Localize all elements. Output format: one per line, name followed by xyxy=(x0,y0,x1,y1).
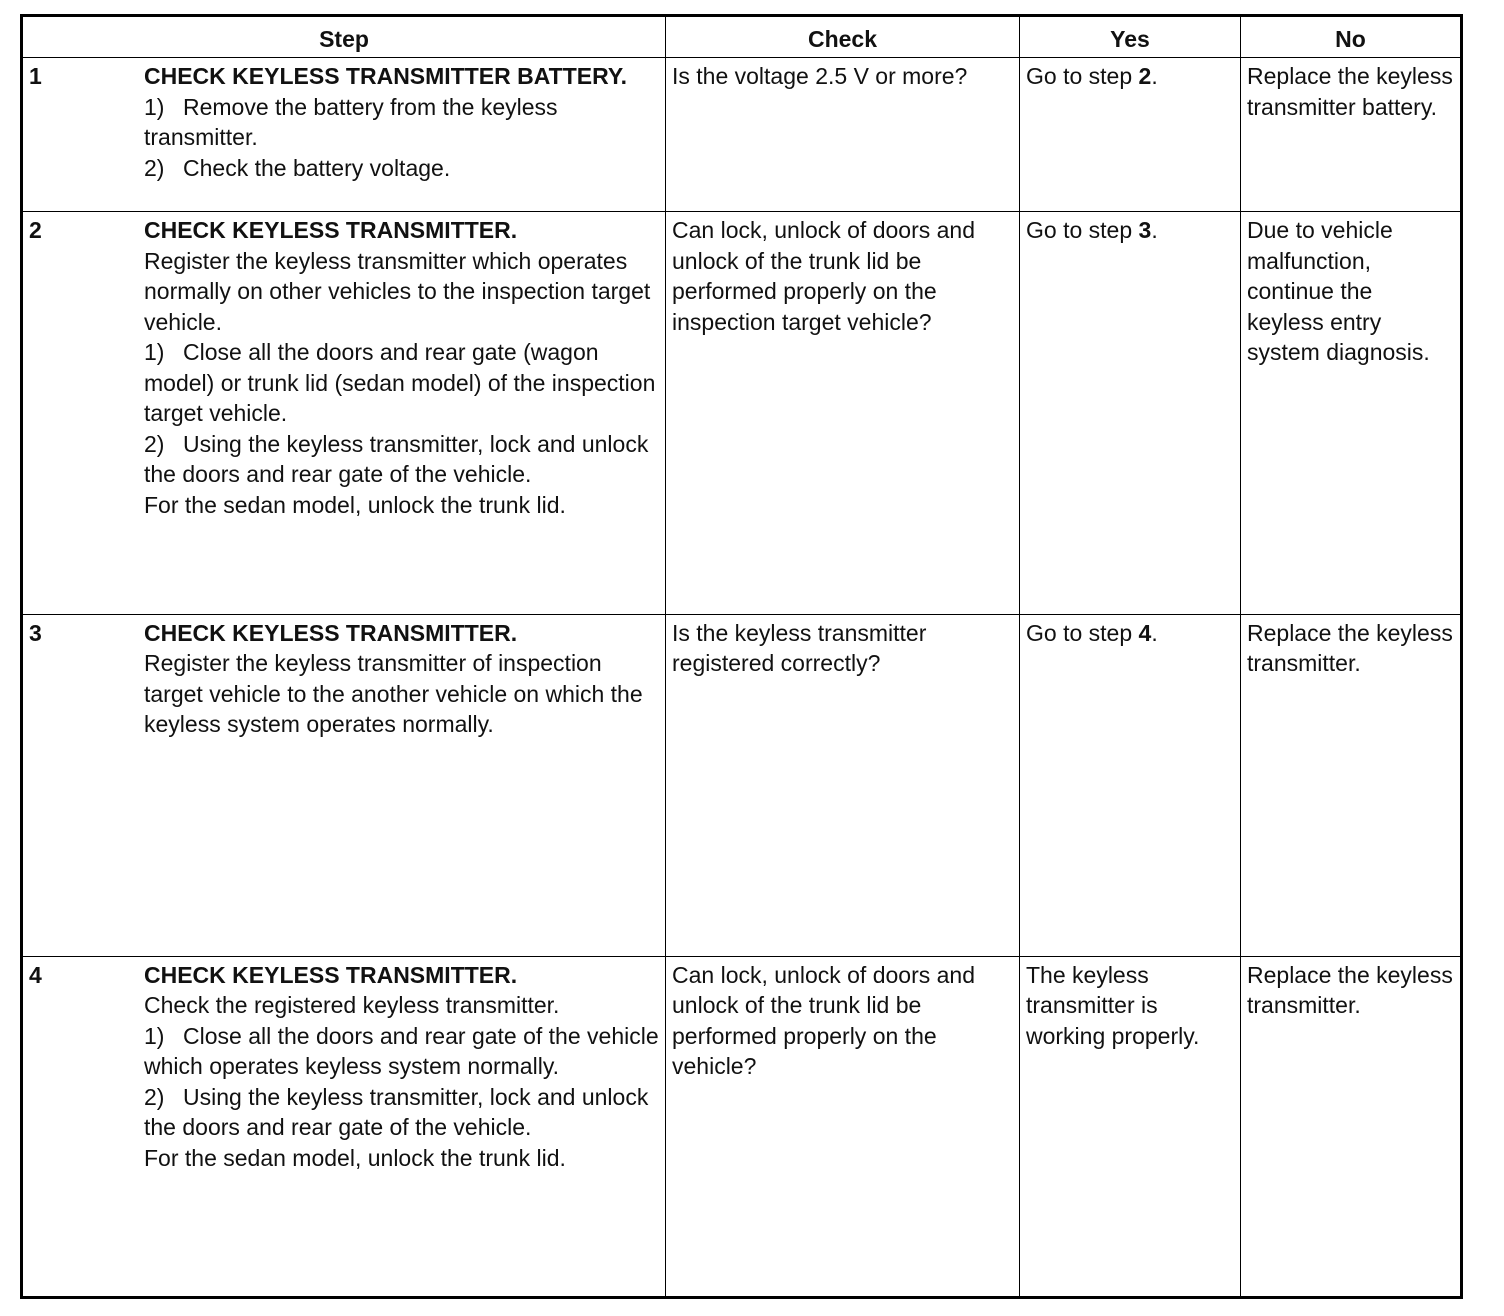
step-intro: Check the registered keyless transmitter. xyxy=(144,992,560,1019)
table-row xyxy=(22,956,1462,1297)
substep-number: 2) xyxy=(144,430,165,457)
step-substep xyxy=(144,1021,660,1082)
yes-text: Go to step xyxy=(1026,619,1139,646)
substep-number: 1) xyxy=(144,339,165,366)
yes-suffix: . xyxy=(1151,63,1158,89)
step-number: 3 xyxy=(29,619,42,646)
header-no: No xyxy=(1241,16,1462,58)
no-cell: Due to vehicle malfunction, continue the keyless entry system diagnosis. xyxy=(1241,212,1462,614)
step-cell xyxy=(22,212,666,614)
step-cell xyxy=(22,614,666,956)
no-cell: Replace the keyless transmitter. xyxy=(1241,614,1462,956)
step-substep xyxy=(144,153,660,184)
substep-text: Close all the doors and rear gate (wagon model) or trunk lid (sedan model) of the inspection target vehicle. xyxy=(144,339,656,427)
check-cell: Can lock, unlock of doors and unlock of the trunk lid be performed properly on the vehicle? xyxy=(666,956,1020,1297)
step-substep xyxy=(144,92,660,153)
yes-text: Go to step xyxy=(1026,63,1139,89)
table-row xyxy=(22,58,1462,212)
yes-cell xyxy=(1020,212,1241,614)
step-substep xyxy=(144,1082,660,1143)
step-intro: Register the keyless transmitter of inspection target vehicle to the another vehicle on which the keyless system operates normally. xyxy=(144,650,643,738)
no-cell: Replace the keyless transmitter. xyxy=(1241,956,1462,1297)
step-title: CHECK KEYLESS TRANSMITTER BATTERY. xyxy=(144,63,628,89)
yes-suffix: . xyxy=(1151,619,1158,646)
yes-text: Go to step xyxy=(1026,217,1139,244)
yes-text: The keyless transmitter is working properly. xyxy=(1026,961,1200,1049)
step-cell xyxy=(22,58,666,212)
step-note: For the sedan model, unlock the trunk lid. xyxy=(144,491,566,518)
yes-step-link[interactable]: 4 xyxy=(1138,619,1152,646)
yes-cell xyxy=(1020,58,1241,212)
step-number: 1 xyxy=(29,63,42,89)
substep-number: 1) xyxy=(144,93,165,120)
check-cell: Can lock, unlock of doors and unlock of the trunk lid be performed properly on the inspection target vehicle? xyxy=(666,212,1020,614)
step-title: CHECK KEYLESS TRANSMITTER. xyxy=(144,619,518,646)
header-step: Step xyxy=(22,16,666,58)
substep-text: Using the keyless transmitter, lock and unlock the doors and rear gate of the vehicle. xyxy=(144,1083,649,1141)
yes-cell xyxy=(1020,956,1241,1297)
header-yes: Yes xyxy=(1020,16,1241,58)
substep-text: Close all the doors and rear gate of the vehicle which operates keyless system normally. xyxy=(144,1022,659,1080)
table-row xyxy=(22,614,1462,956)
substep-number: 2) xyxy=(144,1083,165,1110)
step-body xyxy=(144,61,660,183)
table-row xyxy=(22,212,1462,614)
step-substep xyxy=(144,337,660,429)
yes-step-link[interactable]: 2 xyxy=(1138,63,1152,89)
step-substep xyxy=(144,429,660,490)
substep-text: Remove the battery from the keyless transmitter. xyxy=(144,93,558,150)
yes-cell xyxy=(1020,614,1241,956)
header-row xyxy=(22,16,1462,58)
substep-number: 2) xyxy=(144,154,165,181)
yes-suffix: . xyxy=(1151,217,1158,244)
step-body xyxy=(144,215,660,520)
step-title: CHECK KEYLESS TRANSMITTER. xyxy=(144,217,518,244)
step-number: 4 xyxy=(29,961,42,988)
substep-text: Using the keyless transmitter, lock and unlock the doors and rear gate of the vehicle. xyxy=(144,430,649,488)
diagnostic-table xyxy=(20,14,1463,1299)
step-intro: Register the keyless transmitter which operates normally on other vehicles to the inspection target vehicle. xyxy=(144,247,651,335)
step-title: CHECK KEYLESS TRANSMITTER. xyxy=(144,961,518,988)
yes-step-link[interactable]: 3 xyxy=(1138,217,1152,244)
substep-number: 1) xyxy=(144,1022,165,1049)
substep-text: Check the battery voltage. xyxy=(183,154,451,181)
step-cell xyxy=(22,956,666,1297)
step-number: 2 xyxy=(29,217,42,244)
header-check: Check xyxy=(666,16,1020,58)
check-cell: Is the keyless transmitter registered correctly? xyxy=(666,614,1020,956)
step-note: For the sedan model, unlock the trunk lid. xyxy=(144,1144,566,1171)
no-cell: Replace the keyless transmitter battery. xyxy=(1241,58,1462,212)
step-body xyxy=(144,960,660,1174)
step-body xyxy=(144,618,660,740)
check-cell: Is the voltage 2.5 V or more? xyxy=(666,58,1020,212)
